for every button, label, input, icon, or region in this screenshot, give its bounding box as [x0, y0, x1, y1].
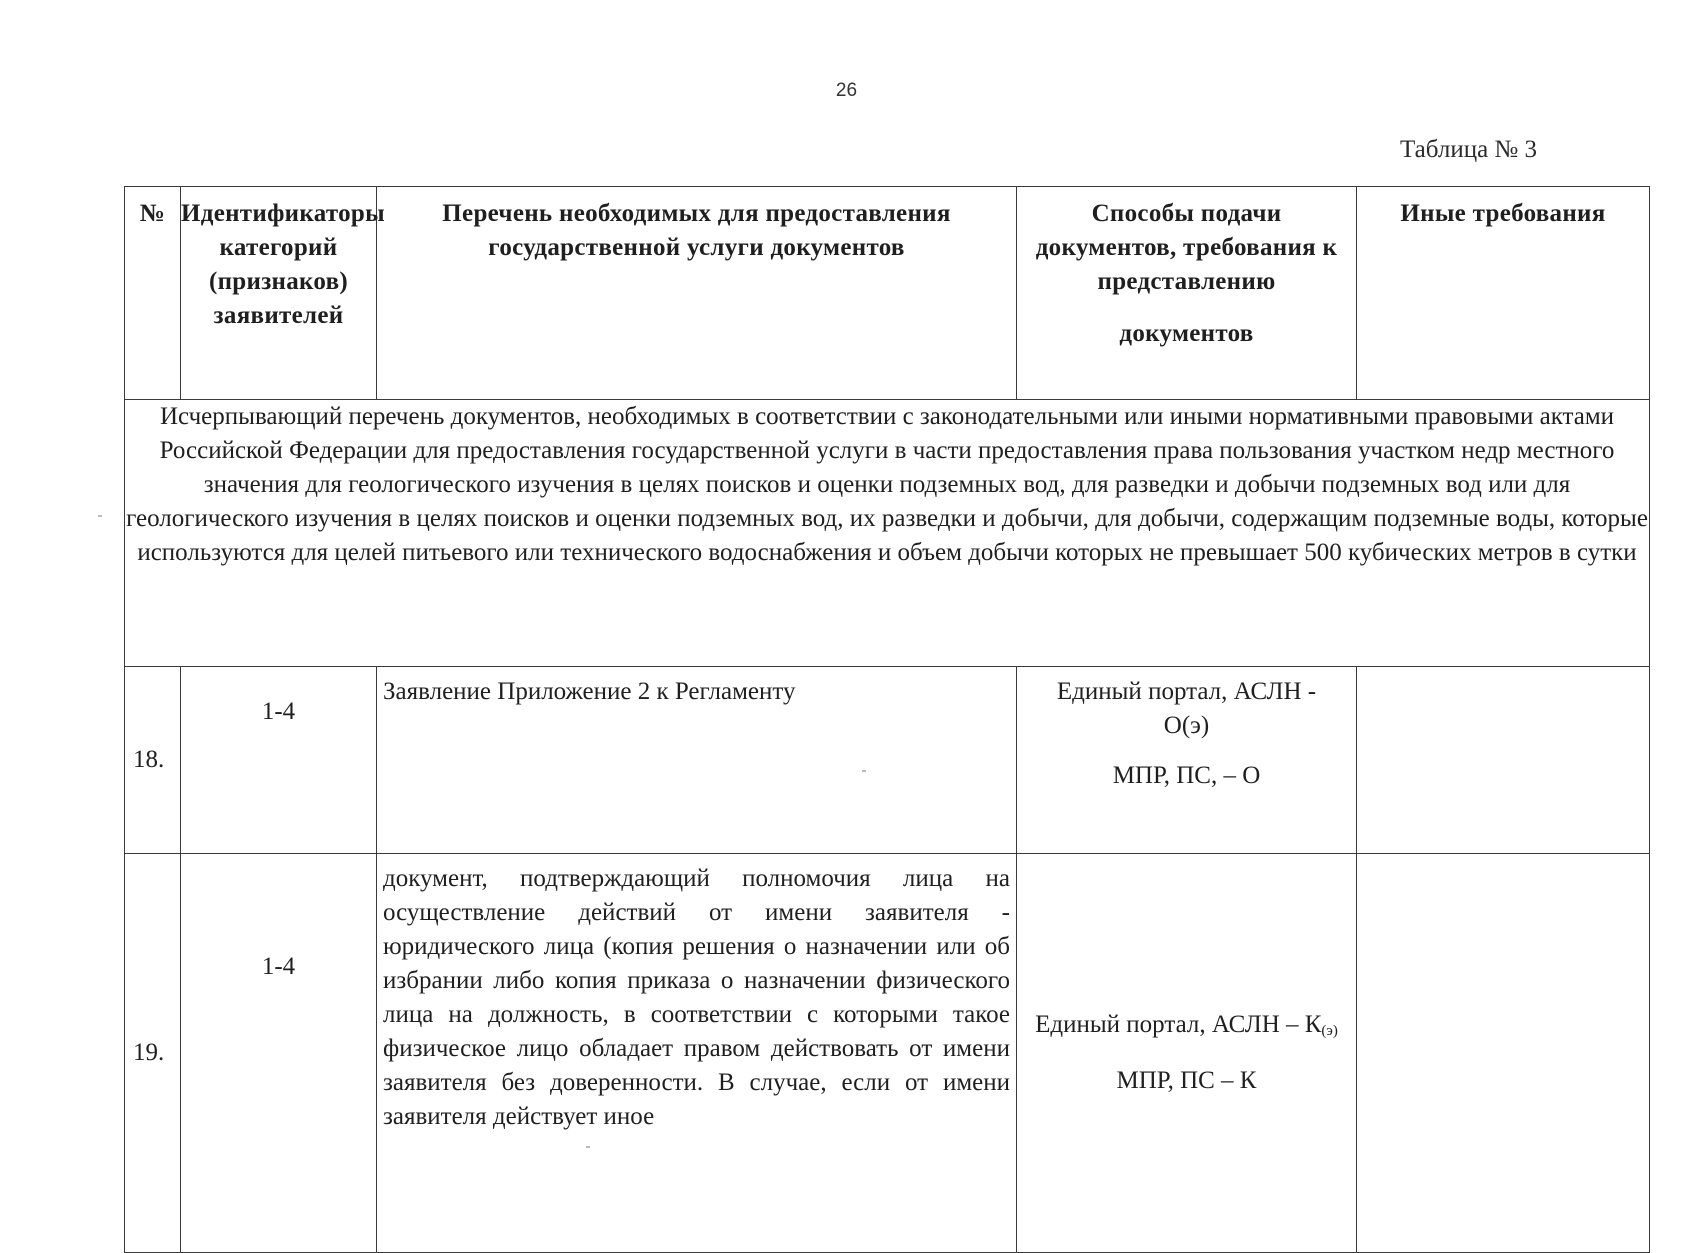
header-documents: Перечень необходимых для предоставления государственной услуги документов: [377, 187, 1017, 400]
requirements-table: [124, 186, 1650, 1253]
row-method-line2: МПР, ПС, – О: [1112, 762, 1261, 789]
row-other: [1357, 667, 1650, 854]
row-other: [1357, 854, 1650, 1253]
table-row: [125, 854, 1650, 1253]
row-method: [1017, 667, 1357, 854]
row-category: 1-4: [181, 667, 377, 854]
section-heading-row: [125, 400, 1650, 667]
header-row: [125, 187, 1650, 400]
row-number: 19.: [125, 854, 181, 1253]
header-num: №: [125, 187, 181, 400]
scan-speck: [98, 515, 102, 517]
header-methods-line2: документов: [1119, 320, 1254, 347]
header-other: Иные требования: [1357, 187, 1650, 400]
row-number: 18.: [125, 667, 181, 854]
table-row: [125, 667, 1650, 854]
scan-speck: [862, 770, 866, 772]
table-caption: Таблица № 3: [1400, 136, 1538, 163]
row-document: документ, подтверждающий полномочия лица на осуществление действий от имени заявителя - юридического лица (копия решения о назначении или об избрании либо копия приказа о назначении физического лица на должность, в соответствии с которыми такое физическое лицо обладает правом действовать от имени заявителя без доверенности. В случае, если от имени заявителя действует иное: [377, 854, 1017, 1253]
row-method-line1: Единый портал, АСЛН – $К_{(э)}$: [1035, 1011, 1338, 1039]
row-category: 1-4: [181, 854, 377, 1253]
section-heading: Исчерпывающий перечень документов, необходимых в соответствии с законодательными или иными нормативными правовыми актами Российской Федерации для предоставления государственной услуги в части предоставления права пользования участком недр местного значения для геологического изучения в целях поисков и оценки подземных вод, для разведки и добычи подземных вод или для геологического изучения в целях поисков и оценки подземных вод, их разведки и добычи, для добычи, содержащим подземные воды, которые используются для целей питьевого или технического водоснабжения и объем добычи которых не превышает 500 кубических метров в сутки: [125, 400, 1650, 667]
row-method: [1017, 854, 1357, 1253]
row-method-line1: Единый портал, АСЛН - О(э): [1056, 678, 1317, 739]
scan-speck: [586, 1146, 590, 1148]
page-number: 26: [835, 80, 858, 101]
header-methods-line1: Способы подачи документов, требования к представлению: [1035, 200, 1338, 295]
row-document: Заявление Приложение 2 к Регламенту: [377, 667, 1017, 854]
header-methods: [1017, 187, 1357, 400]
row-method-line2: МПР, ПС – К: [1116, 1067, 1257, 1094]
header-category: Идентификаторы категорий (признаков) заявителей: [181, 187, 377, 400]
